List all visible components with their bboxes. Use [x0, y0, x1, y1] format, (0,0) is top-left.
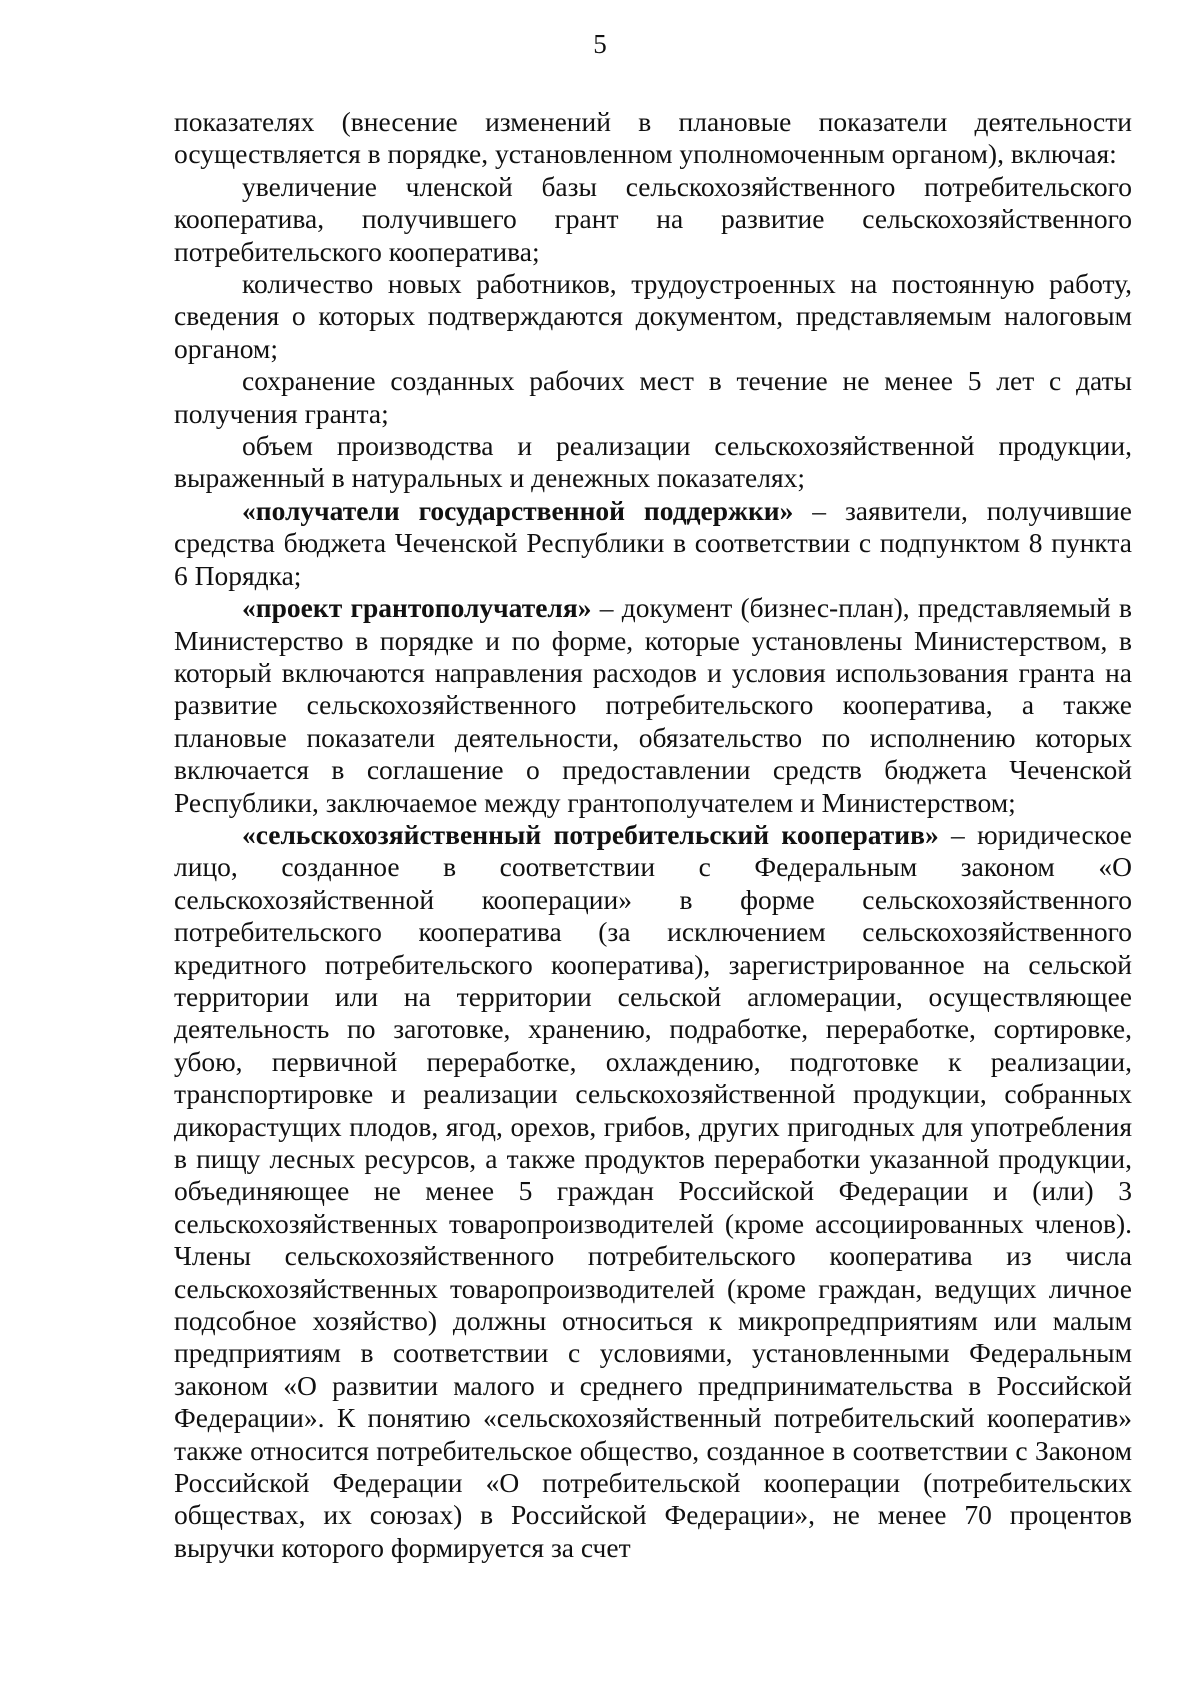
- paragraph-production-volume: [174, 430, 1132, 495]
- definition-agricultural-cooperative: [174, 819, 1132, 1564]
- document-body: [174, 106, 1132, 1564]
- paragraph-indicators-intro: [174, 106, 1132, 171]
- definition-text: – юридическое лицо, созданное в соответствии с Федеральным законом «О сельскохозяйственной кооперации» в форме сельскохозяйственного потребительского кооператива (за исключением сельскохозяйственного кредитного потребительского кооператива), зарегистрированное на сельской территории или на территории сельской агломерации, осуществляющее деятельность по заготовке, хранению, подработке, переработке, сортировке, убою, первичной переработке, охлаждению, подготовке к реализации, транспортировке и реализации сельскохозяйственной продукции, собранных дикорастущих плодов, ягод, орехов, грибов, других пригодных для употребления в пищу лесных ресурсов, а также продуктов переработки указанной продукции, объединяющее не менее 5 граждан Российской Федерации и (или) 3 сельскохозяйственных товаропроизводителей (кроме ассоциированных членов). Члены сельскохозяйственного потребительского кооператива из числа сельскохозяйственных товаропроизводителей (кроме граждан, ведущих личное подсобное хозяйство) должны относиться к микропредприятиям или малым предприятиям в соответствии с условиями, установленными Федеральным законом «О развитии малого и среднего предпринимательства в Российской Федерации». К понятию «сельскохозяйственный потребительский кооператив» также относится потребительское общество, созданное в соответствии с Законом Российской Федерации «О потребительской кооперации (потребительских обществах, их союзах) в Российской Федерации», не менее 70 процентов выручки которого формируется за счет: [174, 818, 1133, 1563]
- definition-support-recipients: [174, 495, 1132, 592]
- definition-term: «получатели государственной поддержки»: [242, 494, 794, 526]
- page-number: 5: [593, 29, 607, 59]
- paragraph-job-retention: [174, 365, 1132, 430]
- definition-term: «сельскохозяйственный потребительский кооператив»: [242, 818, 939, 850]
- paragraph-text: объем производства и реализации сельскохозяйственной продукции, выраженный в натуральных и денежных показателях;: [174, 430, 1132, 494]
- definition-term: «проект грантополучателя»: [242, 592, 592, 624]
- definition-text: – заявители, получившие средства бюджета Чеченской Республики в соответствии с подпунктом 8 пункта 6 Порядка;: [174, 494, 1132, 591]
- paragraph-text: увеличение членской базы сельскохозяйственного потребительского кооператива, получившего грант на развитие сельскохозяйственного потребительского кооператива;: [174, 170, 1132, 267]
- paragraph-text: сохранение созданных рабочих мест в течение не менее 5 лет с даты получения гранта;: [174, 365, 1132, 429]
- paragraph-membership-growth: [174, 171, 1132, 268]
- paragraph-text: количество новых работников, трудоустроенных на постоянную работу, сведения о которых подтверждаются документом, представляемым налоговым органом;: [174, 268, 1132, 364]
- definition-grantee-project: [174, 592, 1132, 819]
- definition-text: – документ (бизнес-план), представляемый в Министерство в порядке и по форме, которые установлены Министерством, в который включаются направления расходов и условия использования гранта на развитие сельскохозяйственного потребительского кооператива, а также плановые показатели деятельности, обязательство по исполнению которых включается в соглашение о предоставлении средств бюджета Чеченской Республики, заключаемое между грантополучателем и Министерством;: [174, 592, 1133, 818]
- paragraph-text: показателях (внесение изменений в плановые показатели деятельности осуществляется в порядке, установленном уполномоченным органом), включая:: [174, 106, 1132, 170]
- paragraph-new-employees: [174, 268, 1132, 365]
